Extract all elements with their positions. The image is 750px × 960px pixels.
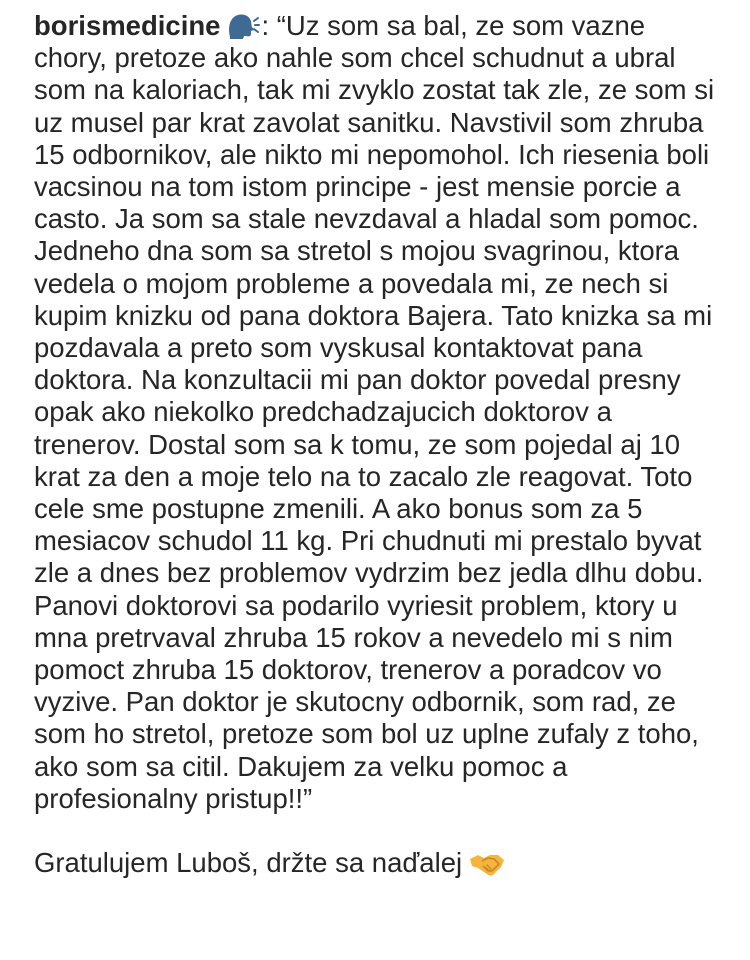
speaking-head-icon (226, 13, 260, 39)
closing-line (34, 847, 724, 879)
paragraph-gap (34, 815, 724, 847)
post-caption-block (34, 10, 724, 879)
handshake-icon (468, 849, 506, 879)
caption-paragraph (34, 10, 724, 815)
caption-text: “Uz som sa bal, ze som vazne chory, pretoze ako nahle som chcel schudnut a ubral som na kaloriach, tak mi zvyklo zostat tak zle, ze som si uz musel par krat zavolat sanitku. Navstivil som zhruba 15 odbornikov, ale nikto mi nepomohol. Ich riesenia boli vacsinou na tom istom principe - jest mensie porcie a casto. Ja som sa stale nevzdaval a hladal som pomoc. Jedneho dna som sa stretol s mojou svagrinou, ktora vedela o mojom probleme a povedala mi, ze nech si kupim knizku od pana doktora Bajera. Tato knizka sa mi pozdavala a preto som vyskusal kontaktovat pana doktora. Na konzultacii mi pan doktor povedal presny opak ako niekolko predchadzajucich doktorov a trenerov. Dostal som sa k tomu, ze som pojedal aj 10 krat za den a moje telo na to zacalo zle reagovat. Toto cele sme postupne zmenili. A ako bonus som za 5 mesiacov schudol 11 kg. Pri chudnuti mi prestalo byvat zle a dnes bez problemov vydrzim bez jedla dlhu dobu. Panovi doktorovi sa podarilo vyriesit problem, ktory u mna pretrvaval zhruba 15 rokov a nevedelo mi s nim pomoct zhruba 15 doktorov, trenerov a poradcov vo vyzive. Pan doktor je skutocny odbornik, som rad, ze som ho stretol, pretoze som bol uz uplne zufaly z toho, ako som sa citil. Dakujem za velku pomoc a profesionalny pristup!!” (34, 10, 715, 814)
caption-separator: : (261, 10, 270, 41)
username-link[interactable]: borismedicine (34, 10, 221, 41)
closing-text: Gratulujem Luboš, držte sa naďalej (34, 847, 463, 879)
